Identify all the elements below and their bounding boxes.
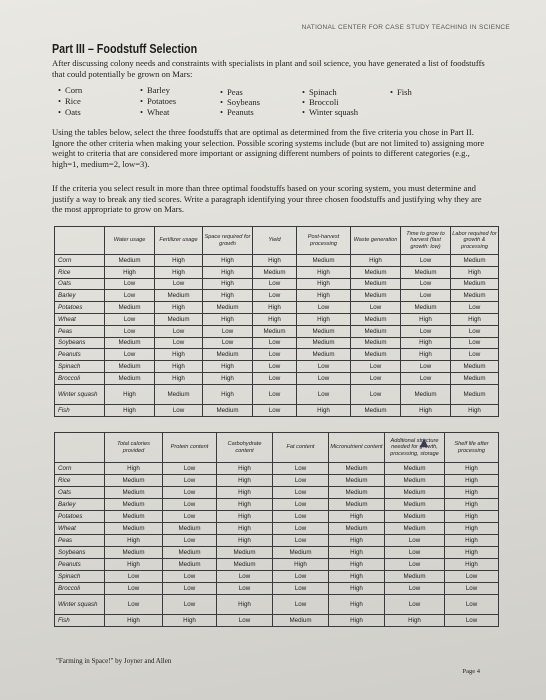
table-cell: High [217,475,273,487]
table-cell: Low [401,325,451,337]
table-cell: Low [253,384,297,404]
row-label: Soybeans [55,337,105,349]
table-cell: Medium [297,337,351,349]
mouse-cursor [420,438,428,447]
table-cell: Low [163,595,217,615]
column-header: Water usage [105,227,155,255]
row-label: Peanuts [55,559,105,571]
table-cell: High [203,255,253,267]
row-label: Peas [55,535,105,547]
table-cell: Low [451,349,499,361]
table-row [55,487,499,499]
table-cell: Medium [385,487,445,499]
table-cell: Medium [329,487,385,499]
table-cell: Medium [385,463,445,475]
table-cell: Medium [297,255,351,267]
table-row [55,535,499,547]
crop-list-item: • Broccoli [302,97,339,107]
column-header: Total calories provided [105,433,163,463]
table-row [55,361,499,373]
table-cell: Low [163,583,217,595]
table-cell: Medium [401,302,451,314]
table-cell: High [253,302,297,314]
table-cell: Medium [105,487,163,499]
table-cell: Medium [451,290,499,302]
table-cell: High [329,511,385,523]
table-cell: High [217,487,273,499]
row-label: Oats [55,278,105,290]
table-cell: Medium [203,302,253,314]
table-cell: High [217,523,273,535]
table-cell: Medium [155,290,203,302]
crop-list-item: • Peanuts [220,107,254,117]
table-cell: High [253,313,297,325]
table-cell: Medium [401,384,451,404]
table-cell: High [445,463,499,475]
table-cell: Medium [155,384,203,404]
table-cell: High [155,349,203,361]
table-cell: High [273,559,329,571]
table-cell: High [105,404,155,416]
table-cell: Low [105,278,155,290]
table-cell: Medium [105,547,163,559]
table-cell: Low [163,475,217,487]
column-header: Time to grow to harvest (fast growth: low) [401,227,451,255]
table-cell: Low [163,487,217,499]
column-header: Additional structure needed for growth, processing, storage [385,433,445,463]
table-cell: Medium [203,404,253,416]
crop-list-item: • Potatoes [140,96,176,106]
table-cell: High [217,511,273,523]
table-cell: Medium [351,349,401,361]
table-row [55,499,499,511]
row-label: Spinach [55,571,105,583]
table-cell: High [105,384,155,404]
column-header: Protein content [163,433,217,463]
table-cell: Low [253,337,297,349]
table-cell: High [297,313,351,325]
column-header: Fat content [273,433,329,463]
table-cell: High [401,404,451,416]
table-cell: Medium [253,325,297,337]
table-cell: High [445,499,499,511]
row-label: Broccoli [55,583,105,595]
intro-paragraph: After discussing colony needs and constraints with specialists in plant and soil science, you have generated a list of foodstuffs that could potentially be grown on Mars: [52,58,485,79]
crop-list [58,85,478,117]
table-cell: Low [273,475,329,487]
table-cell: High [385,615,445,627]
table-cell: Medium [351,278,401,290]
table-cell: Low [297,372,351,384]
table-cell: Low [451,325,499,337]
table-cell: Medium [351,325,401,337]
table-cell: High [155,372,203,384]
table-cell: Low [273,487,329,499]
table-cell: Low [273,595,329,615]
column-header [55,433,105,463]
table-row [55,583,499,595]
table-cell: High [445,523,499,535]
table-cell: Medium [105,372,155,384]
table-cell: Medium [105,302,155,314]
table-cell: Medium [329,475,385,487]
tie-break-paragraph: If the criteria you select result in more than three optimal foodstuffs based on your scoring system, you must determine and justify a way to break any tied scores. Write a paragraph identifying your three chosen foodstuffs and justifying why they are the most appropriate to grow on Mars. [52,183,482,215]
footer-citation: "Farming in Space!" by Joyner and Allen [56,657,172,665]
table-cell: High [203,290,253,302]
table-cell: High [203,266,253,278]
table-cell: Medium [253,266,297,278]
table-row [55,595,499,615]
crop-list-item: • Soybeans [220,97,260,107]
column-header: Waste generation [351,227,401,255]
instructions-paragraph: Using the tables below, select the three foodstuffs that are optimal as determined from the five criteria you chose in Part II. Ignore the other criteria when making your selection. Possible scoring systems include (but are not limited to) assigning more weight to criteria that are considered more important or assigning different numbers of points to different categories (e.g., high=1, medium=2, low=3). [52,127,485,169]
table-cell: Medium [297,325,351,337]
row-label: Rice [55,475,105,487]
row-label: Corn [55,463,105,475]
crop-list-item: • Peas [220,87,243,97]
table-cell: High [451,266,499,278]
table-cell: Low [253,404,297,416]
table-cell: High [217,595,273,615]
table-cell: Medium [385,511,445,523]
table-cell: Medium [385,523,445,535]
table-cell: Low [445,583,499,595]
table-cell: High [105,463,163,475]
table-cell: Low [273,511,329,523]
table-cell: High [105,535,163,547]
table-cell: High [203,384,253,404]
table-cell: Medium [351,266,401,278]
table-cell: Medium [105,511,163,523]
table-cell: High [105,615,163,627]
table-cell: Medium [217,559,273,571]
crop-list-item: • Corn [58,85,82,95]
nutrition-criteria-table [54,432,499,627]
table-cell: Medium [105,475,163,487]
table-cell: Low [445,571,499,583]
row-label: Peanuts [55,349,105,361]
table-cell: Low [217,615,273,627]
table-cell: Medium [451,361,499,373]
table-cell: High [155,361,203,373]
table-cell: Medium [163,547,217,559]
row-label: Spinach [55,361,105,373]
header-banner: NATIONAL CENTER FOR CASE STUDY TEACHING IN SCIENCE [301,24,510,31]
table-cell: Medium [163,559,217,571]
table-cell: Low [385,559,445,571]
table-cell: Low [385,535,445,547]
table-cell: Medium [329,499,385,511]
table-cell: Low [445,615,499,627]
table-cell: High [203,361,253,373]
table-cell: High [155,266,203,278]
table-cell: High [105,266,155,278]
table-cell: Low [155,278,203,290]
table-header-row [55,433,499,463]
table-cell: Low [203,325,253,337]
table-cell: High [451,404,499,416]
table-cell: Medium [273,547,329,559]
table-cell: Medium [385,571,445,583]
table-cell: Medium [105,337,155,349]
table-row [55,615,499,627]
part-title: Part III – Foodstuff Selection [52,42,198,56]
table-cell: Low [105,290,155,302]
column-header [55,227,105,255]
table-row [55,475,499,487]
table-cell: Low [253,290,297,302]
table-cell: Low [163,499,217,511]
crop-list-item: • Barley [140,85,170,95]
table-row [55,404,499,416]
table-cell: Low [105,571,163,583]
table-cell: High [155,255,203,267]
table-cell: Medium [351,313,401,325]
table-cell: Medium [105,523,163,535]
table-row [55,325,499,337]
table-cell: Low [401,278,451,290]
table-cell: High [163,615,217,627]
table-cell: High [445,475,499,487]
table-cell: Medium [401,266,451,278]
column-header: Space required for growth [203,227,253,255]
table-cell: High [203,278,253,290]
table-cell: Medium [217,547,273,559]
column-header: Fertilizer usage [155,227,203,255]
table-cell: Medium [297,349,351,361]
table-cell: High [401,349,451,361]
table-row [55,278,499,290]
table-cell: Low [351,361,401,373]
table-cell: Medium [105,499,163,511]
table-row [55,313,499,325]
table-row [55,547,499,559]
table-cell: Medium [155,313,203,325]
table-cell: Low [163,535,217,547]
table-cell: Low [273,571,329,583]
table-cell: Low [297,361,351,373]
table-cell: Low [163,571,217,583]
table-cell: High [329,535,385,547]
table-row [55,290,499,302]
table-cell: Medium [273,615,329,627]
row-label: Potatoes [55,511,105,523]
column-header: Shelf life after processing [445,433,499,463]
table-cell: High [297,278,351,290]
table-row [55,372,499,384]
table-cell: High [329,559,385,571]
table-cell: Low [401,290,451,302]
table-cell: Medium [385,499,445,511]
column-header: Micronutrient content [329,433,385,463]
table-cell: Low [297,302,351,314]
table-cell: Low [105,349,155,361]
table-cell: High [217,535,273,547]
table-cell: Low [253,349,297,361]
crop-list-item: • Wheat [140,107,169,117]
table-cell: Low [451,302,499,314]
table-cell: High [329,547,385,559]
table-cell: Low [253,372,297,384]
table-cell: High [203,372,253,384]
table-cell: Medium [163,523,217,535]
table-cell: Low [385,583,445,595]
table-cell: Medium [451,372,499,384]
crop-list-item: • Fish [390,87,412,97]
table-cell: Medium [451,278,499,290]
table-row [55,255,499,267]
table-cell: Low [105,325,155,337]
table-row [55,511,499,523]
table-cell: High [329,595,385,615]
table-cell: High [217,463,273,475]
table-row [55,523,499,535]
table-cell: Low [253,361,297,373]
table-cell: Low [451,337,499,349]
table-cell: Low [217,583,273,595]
row-label: Oats [55,487,105,499]
row-label: Corn [55,255,105,267]
column-header: Yield [253,227,297,255]
table-row [55,349,499,361]
table-cell: Medium [451,255,499,267]
table-cell: Low [385,547,445,559]
table-cell: Low [273,523,329,535]
table-cell: Medium [329,463,385,475]
table-cell: Low [105,595,163,615]
row-label: Winter squash [55,384,105,404]
growth-criteria-table [54,226,499,417]
table-cell: Low [297,384,351,404]
table-cell: Low [155,404,203,416]
row-label: Wheat [55,313,105,325]
table-cell: High [445,535,499,547]
table-row [55,571,499,583]
table-cell: Medium [451,384,499,404]
table-cell: Low [163,511,217,523]
table-row [55,559,499,571]
table-cell: High [445,547,499,559]
table-cell: Low [401,361,451,373]
table-cell: Low [351,384,401,404]
column-header: Post-harvest processing [297,227,351,255]
table-cell: Medium [351,290,401,302]
table-cell: High [401,337,451,349]
table-cell: Medium [351,404,401,416]
table-row [55,463,499,475]
table-cell: Low [273,463,329,475]
table-cell: High [253,255,297,267]
table-cell: High [329,571,385,583]
row-label: Fish [55,404,105,416]
crop-list-item: • Spinach [302,87,337,97]
table-cell: High [297,266,351,278]
table-cell: Low [155,337,203,349]
table-row [55,266,499,278]
table-cell: High [217,499,273,511]
row-label: Winter squash [55,595,105,615]
table-cell: High [155,302,203,314]
column-header: Carbohydrate content [217,433,273,463]
page-number: Page 4 [462,668,480,675]
table-cell: Low [253,278,297,290]
row-label: Potatoes [55,302,105,314]
table-cell: High [401,313,451,325]
table-cell: Low [163,463,217,475]
table-cell: High [451,313,499,325]
table-cell: Medium [329,523,385,535]
table-cell: Low [401,372,451,384]
table-cell: Low [273,583,329,595]
table-cell: High [329,615,385,627]
table-cell: Low [445,595,499,615]
table-cell: High [329,583,385,595]
table-cell: High [445,511,499,523]
table-row [55,384,499,404]
row-label: Soybeans [55,547,105,559]
table-cell: High [297,290,351,302]
table-cell: Medium [351,337,401,349]
table-row [55,302,499,314]
row-label: Peas [55,325,105,337]
crop-list-item: • Rice [58,96,81,106]
row-label: Wheat [55,523,105,535]
table-cell: Low [401,255,451,267]
table-cell: High [297,404,351,416]
table-header-row [55,227,499,255]
table-cell: Medium [105,255,155,267]
row-label: Broccoli [55,372,105,384]
row-label: Rice [55,266,105,278]
table-cell: High [445,559,499,571]
row-label: Barley [55,499,105,511]
table-cell: High [203,313,253,325]
table-cell: Low [351,372,401,384]
table-cell: Low [273,499,329,511]
table-cell: Low [155,325,203,337]
table-cell: High [105,559,163,571]
column-header: Labor required for growth & processing [451,227,499,255]
crop-list-item: • Winter squash [302,107,358,117]
row-label: Barley [55,290,105,302]
table-cell: Low [217,571,273,583]
table-cell: Medium [105,361,155,373]
table-cell: Medium [203,349,253,361]
table-cell: Low [105,583,163,595]
table-cell: Low [273,535,329,547]
table-cell: Low [105,313,155,325]
row-label: Fish [55,615,105,627]
table-row [55,337,499,349]
table-cell: Low [203,337,253,349]
table-cell: Low [351,302,401,314]
table-cell: Medium [385,475,445,487]
crop-list-item: • Oats [58,107,81,117]
table-cell: High [351,255,401,267]
table-cell: High [445,487,499,499]
table-cell: Low [385,595,445,615]
